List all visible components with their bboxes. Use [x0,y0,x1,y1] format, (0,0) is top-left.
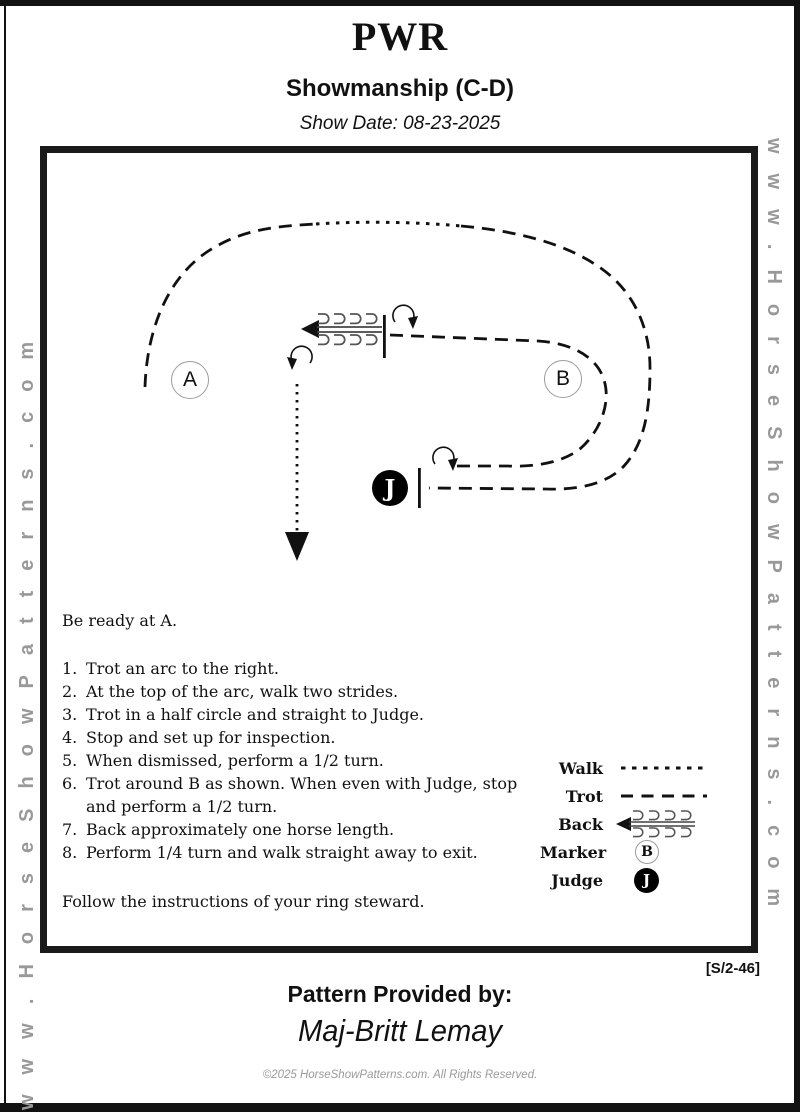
item-number: 4. [62,728,78,747]
marker-a [171,361,209,399]
item-text: Trot an arc to the right. [86,659,279,678]
item-number: 7. [62,820,78,839]
back-arrow-icon [615,809,715,839]
marker-circle-icon [635,840,659,864]
legend-marker-letter: B [641,844,653,860]
hoofprint-icon [366,335,377,344]
instruction-item [62,657,523,680]
instructions-block [62,609,523,913]
item-number: 2. [62,682,78,701]
legend-judge-letter: J [642,871,651,889]
item-number: 8. [62,843,78,862]
instructions-footer: Follow the instructions of your ring steward. [62,892,425,911]
walk-line-icon [615,754,715,782]
legend-walk-label: Walk [558,758,603,778]
hoofprint-icon [350,335,361,344]
instruction-item [62,818,523,841]
instruction-item [62,772,523,818]
item-text: Trot around B as shown. When even with Judge, stop and perform a 1/2 turn. [86,774,518,816]
exit-arrowhead-icon [285,532,309,561]
item-text: Trot in a half circle and straight to Judge. [86,705,425,724]
hoofprint-icon [366,314,377,323]
hoofprint-icon [318,335,329,344]
class-subtitle: Showmanship (C-D) [286,75,514,102]
hoofprint-icon [350,314,361,323]
item-text: Back approximately one horse length. [86,820,395,839]
legend-marker-label: Marker [540,842,607,862]
quarter-turn-arrow [287,346,312,370]
instruction-item [62,703,523,726]
instruction-item [62,726,523,749]
instruction-item [62,680,523,703]
hoofprint-icon [334,314,345,323]
judge-marker [372,470,408,506]
legend-row-trot [540,782,720,810]
legend-back-label: Back [558,814,603,834]
instruction-item [62,841,523,864]
marker-a-letter: A [182,368,197,391]
item-number: 6. [62,774,78,793]
stop-bar-judge [418,468,421,508]
stop-bar-upper [383,315,386,358]
trot-loop-around-b-path [390,335,606,466]
watermark-right: www.HorseShowPatterns.com [763,138,785,927]
legend-row-marker [540,838,720,866]
page-title: PWR [351,14,449,59]
legend-trot-label: Trot [565,786,603,806]
half-turn-arrow-judge [433,447,458,471]
hoofprint-icon [334,335,345,344]
judge-letter: J [384,474,396,502]
item-number: 1. [62,659,78,678]
judge-circle-icon [634,868,659,893]
show-date: Show Date: 08-23-2025 [299,113,501,134]
provider-name: Maj-Britt Lemay [297,1013,503,1048]
walk-top-path [316,222,461,226]
item-text: Perform 1/4 turn and walk straight away to exit. [86,843,478,862]
trot-arc-right-path [429,226,650,489]
legend-row-back [540,810,720,838]
item-number: 3. [62,705,78,724]
half-turn-arrow-upper [393,305,418,329]
pattern-code: [S/2-46] [705,960,760,977]
instructions-intro: Be ready at A. [62,611,178,630]
marker-b [544,360,582,398]
item-text: At the top of the arc, walk two strides. [86,682,399,701]
marker-b-letter: B [555,367,570,390]
provided-by-label: Pattern Provided by: [287,981,513,1007]
legend [540,754,720,894]
instruction-item [62,749,523,772]
watermark-left: www.HorseShowPatterns.com [16,321,38,1110]
trot-line-icon [615,782,715,810]
legend-row-walk [540,754,720,782]
copyright-notice: ©2025 HorseShowPatterns.com. All Rights Reserved. [262,1069,538,1081]
legend-row-judge [540,866,720,894]
item-text: Stop and set up for inspection. [86,728,336,747]
back-symbol [301,314,382,344]
hoofprint-icon [318,314,329,323]
back-arrowhead-icon [301,320,319,338]
item-text: When dismissed, perform a 1/2 turn. [86,751,384,770]
item-number: 5. [62,751,78,770]
legend-judge-label: Judge [551,870,603,890]
